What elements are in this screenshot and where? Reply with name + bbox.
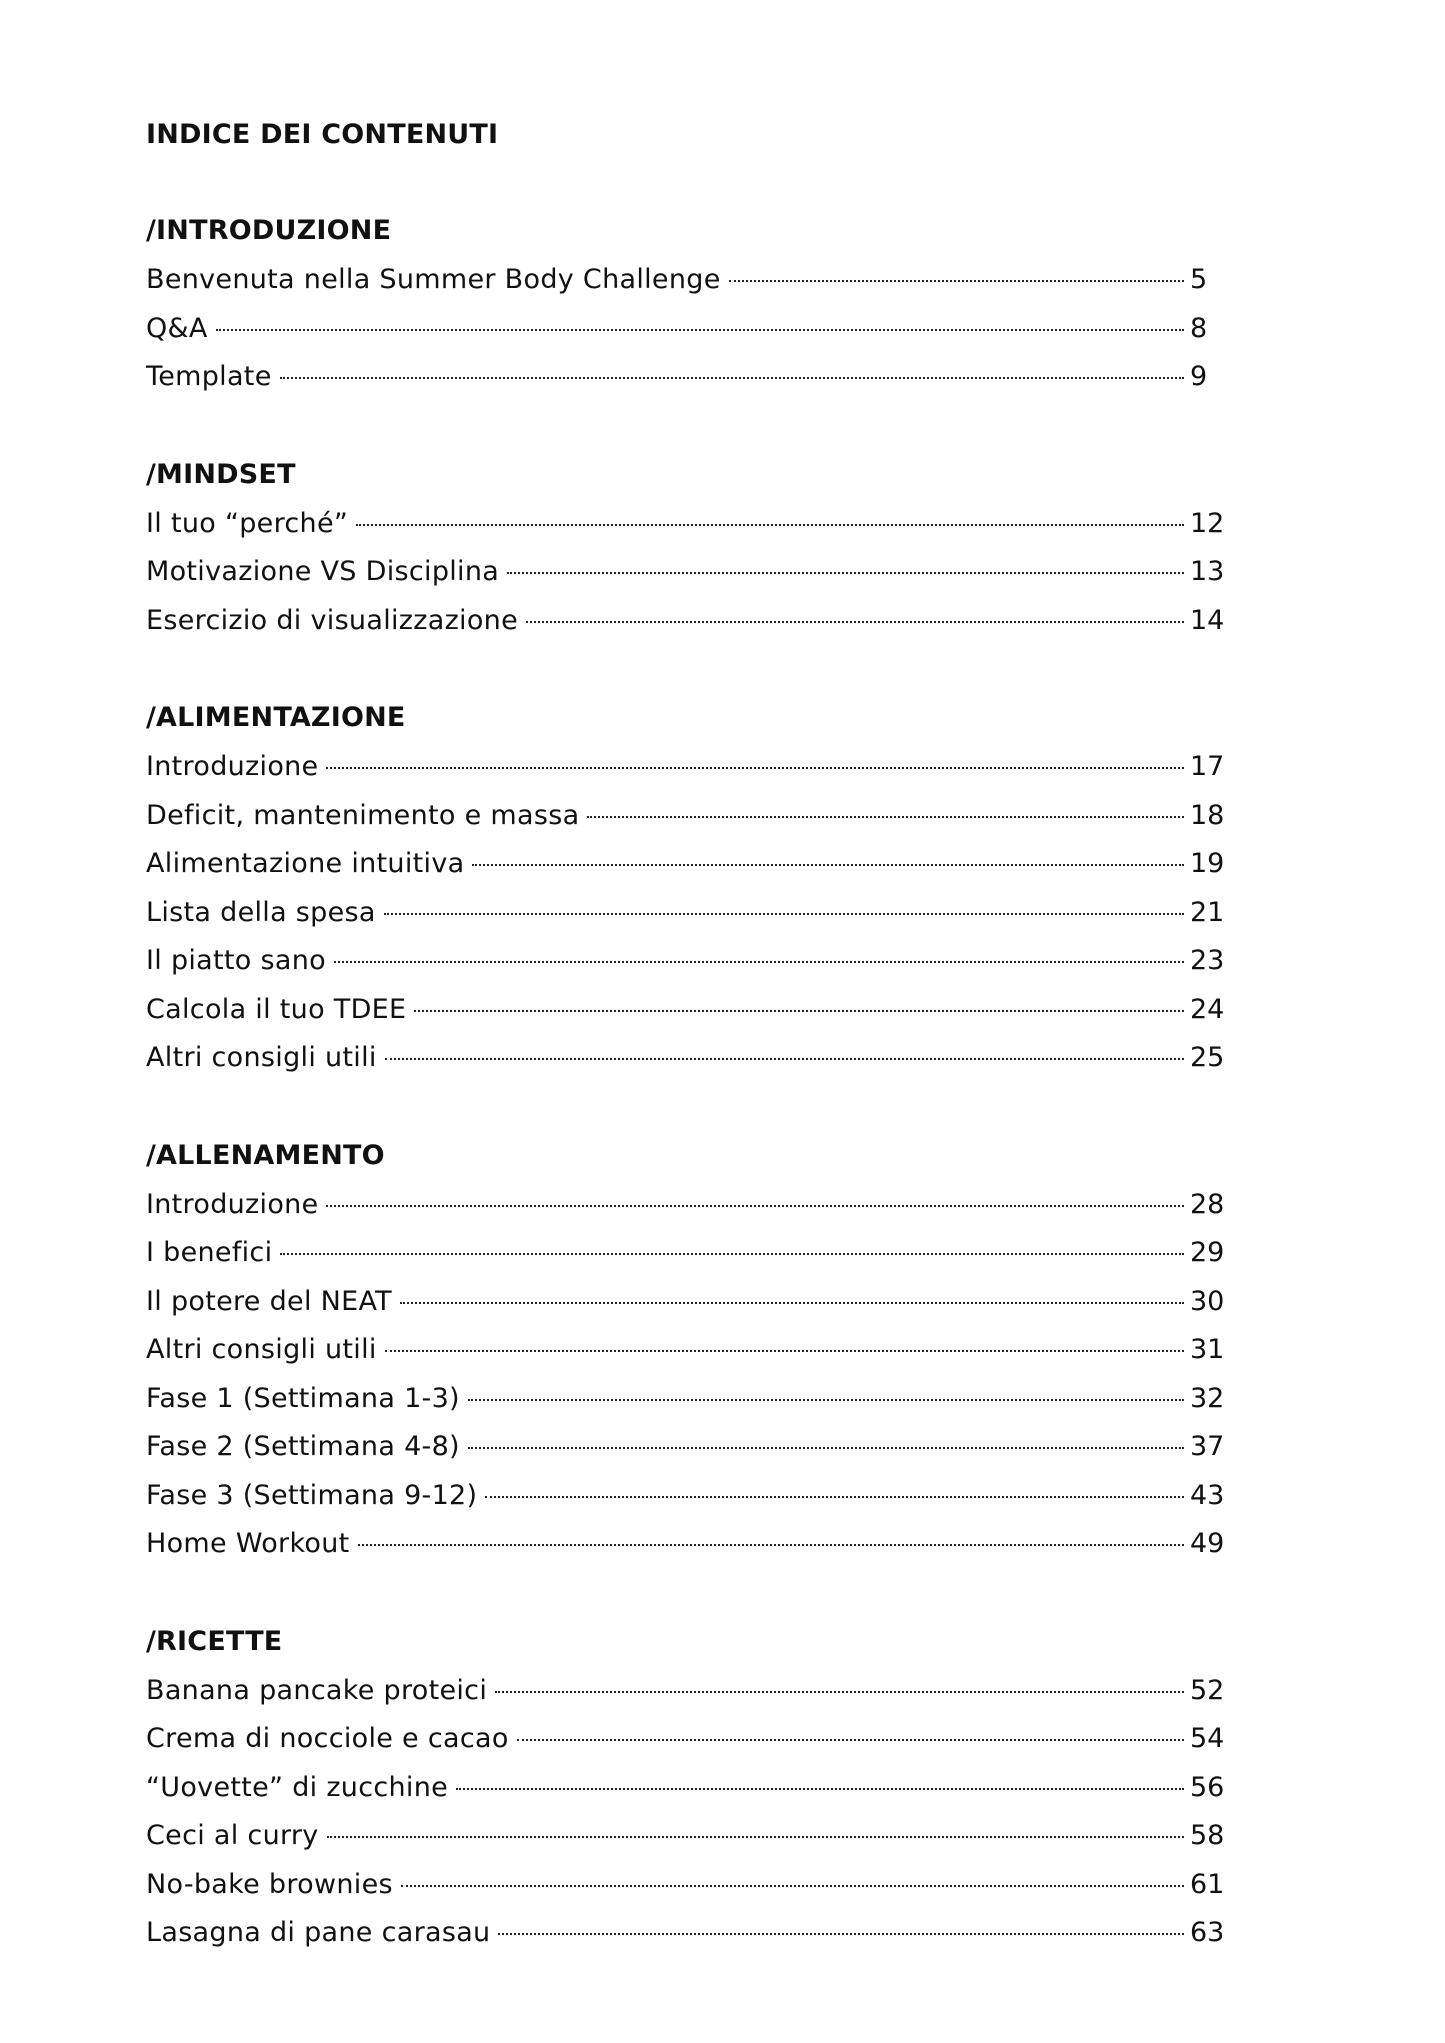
dot-leader [385, 1350, 1184, 1352]
toc-entry[interactable] [146, 743, 1226, 792]
dot-leader [280, 377, 1184, 379]
dot-leader [326, 767, 1184, 769]
toc-entry-page-number: 25 [1190, 1042, 1225, 1073]
toc-entry-label: Calcola il tuo TDEE [146, 993, 407, 1025]
toc-entry-label: Motivazione VS Disciplina [146, 556, 500, 587]
toc-entry[interactable] [146, 792, 1226, 841]
dot-leader [587, 816, 1184, 818]
toc-entry-page-number: 31 [1190, 1334, 1225, 1365]
toc-entry-page-number: 30 [1190, 1285, 1225, 1317]
toc-entry-page-number: 13 [1190, 556, 1225, 587]
toc-entry-page-number: 63 [1190, 1917, 1225, 1948]
toc-entry[interactable] [146, 1715, 1226, 1764]
toc-entry-page-number: 29 [1190, 1237, 1225, 1268]
toc-entry-label: Alimentazione intuitiva [146, 848, 465, 879]
dot-leader [358, 1544, 1184, 1546]
toc-entry-page-number: 52 [1190, 1674, 1225, 1706]
toc-entry[interactable] [146, 1764, 1226, 1813]
toc-entry-label: Template [146, 361, 272, 392]
toc-entry-page-number: 54 [1190, 1723, 1225, 1754]
toc-entry-page-number: 23 [1190, 945, 1225, 976]
toc-entry-page-number: 32 [1190, 1382, 1225, 1414]
toc-entry-page-number: 9 [1190, 361, 1208, 392]
toc-entry-page-number: 43 [1190, 1479, 1225, 1511]
dot-leader [456, 1788, 1184, 1790]
toc-entry-label: Il piatto sano [146, 945, 326, 976]
toc-entry-page-number: 12 [1190, 507, 1225, 539]
toc-entry-page-number: 18 [1190, 799, 1225, 831]
toc-entry[interactable] [146, 597, 1226, 646]
toc-entry-label: Q&A [146, 312, 208, 344]
section-title: /ALLENAMENTO [146, 1139, 385, 1171]
toc-entry-label: Lista della spesa [146, 896, 376, 928]
toc-entry-label: Crema di nocciole e cacao [146, 1723, 509, 1754]
page-title: INDICE DEI CONTENUTI [146, 119, 499, 150]
toc-entry[interactable] [146, 1034, 1226, 1083]
toc-entry-label: Altri consigli utili [146, 1042, 377, 1073]
toc-entry-label: No-bake brownies [146, 1868, 393, 1900]
toc-entry[interactable] [146, 1326, 1226, 1375]
toc-entry[interactable] [146, 1520, 1226, 1569]
section-title: /MINDSET [146, 458, 296, 490]
toc-entry-label: Banana pancake proteici [146, 1674, 488, 1706]
toc-entry-label: Esercizio di visualizzazione [146, 604, 519, 636]
dot-leader [526, 621, 1184, 623]
toc-entry[interactable] [146, 1278, 1226, 1327]
toc-entry-label: Fase 3 (Settimana 9-12) [146, 1479, 478, 1511]
toc-section [146, 695, 1236, 1083]
dot-leader [507, 572, 1184, 574]
dot-leader [468, 1447, 1184, 1449]
toc-entry-label: Il tuo “perché” [146, 507, 349, 539]
toc-entry[interactable] [146, 1423, 1226, 1472]
toc-entry[interactable] [146, 937, 1226, 986]
toc-entry-label: I benefici [146, 1237, 273, 1268]
toc-entry[interactable] [146, 500, 1226, 549]
toc-entry[interactable] [146, 256, 1226, 305]
toc-entry-label: Il potere del NEAT [146, 1285, 392, 1317]
dot-leader [216, 329, 1184, 331]
toc-entry-page-number: 19 [1190, 848, 1225, 879]
toc-section [146, 1133, 1236, 1569]
toc-entry[interactable] [146, 986, 1226, 1035]
toc-entry-label: Benvenuta nella Summer Body Challenge [146, 264, 721, 295]
dot-leader [485, 1496, 1184, 1498]
toc-section [146, 452, 1236, 646]
toc-entry-label: “Uovette” di zucchine [146, 1771, 449, 1803]
dot-leader [356, 524, 1184, 526]
toc-entry-page-number: 58 [1190, 1820, 1225, 1851]
toc-entry[interactable] [146, 1229, 1226, 1278]
toc-entry-page-number: 8 [1190, 312, 1208, 344]
toc-entry-page-number: 5 [1190, 264, 1208, 295]
toc-entry-page-number: 28 [1190, 1188, 1225, 1220]
toc-section [146, 1619, 1236, 1958]
toc-entry-page-number: 21 [1190, 896, 1225, 928]
toc-entry[interactable] [146, 1181, 1226, 1230]
toc-entry[interactable] [146, 1909, 1226, 1958]
toc-entry[interactable] [146, 548, 1226, 597]
toc-entry-page-number: 56 [1190, 1771, 1225, 1803]
dot-leader [472, 864, 1184, 866]
toc-entry-label: Deficit, mantenimento e massa [146, 799, 580, 831]
dot-leader [517, 1739, 1184, 1741]
dot-leader [384, 913, 1184, 915]
dot-leader [327, 1836, 1184, 1838]
toc-entry[interactable] [146, 1861, 1226, 1910]
dot-leader [334, 961, 1184, 963]
dot-leader [498, 1933, 1184, 1935]
toc-entry-page-number: 37 [1190, 1431, 1225, 1462]
toc-entry-label: Fase 1 (Settimana 1-3) [146, 1382, 460, 1414]
toc-sections [146, 208, 1236, 1958]
dot-leader [729, 280, 1184, 282]
table-of-contents [146, 112, 1236, 1958]
toc-entry-page-number: 61 [1190, 1868, 1225, 1900]
dot-leader [326, 1205, 1184, 1207]
dot-leader [414, 1010, 1184, 1012]
toc-entry[interactable] [146, 889, 1226, 938]
section-title: /INTRODUZIONE [146, 215, 392, 246]
toc-entry[interactable] [146, 305, 1226, 354]
toc-entry-label: Altri consigli utili [146, 1334, 377, 1365]
toc-entry-label: Lasagna di pane carasau [146, 1917, 491, 1948]
toc-entry[interactable] [146, 1375, 1226, 1424]
section-title: /ALIMENTAZIONE [146, 702, 406, 733]
toc-entry-label: Introduzione [146, 1188, 319, 1220]
dot-leader [400, 1302, 1184, 1304]
toc-entry[interactable] [146, 1472, 1226, 1521]
toc-section [146, 208, 1236, 402]
toc-entry[interactable] [146, 840, 1226, 889]
dot-leader [280, 1253, 1184, 1255]
toc-entry[interactable] [146, 1812, 1226, 1861]
toc-entry[interactable] [146, 353, 1226, 402]
dot-leader [495, 1691, 1184, 1693]
toc-entry-label: Fase 2 (Settimana 4-8) [146, 1431, 460, 1462]
section-title: /RICETTE [146, 1625, 283, 1657]
dot-leader [401, 1885, 1184, 1887]
dot-leader [468, 1399, 1184, 1401]
toc-entry-label: Home Workout [146, 1528, 350, 1559]
toc-entry-label: Introduzione [146, 751, 319, 782]
toc-entry-label: Ceci al curry [146, 1820, 319, 1851]
toc-entry-page-number: 17 [1190, 751, 1225, 782]
dot-leader [385, 1058, 1184, 1060]
toc-entry[interactable] [146, 1667, 1226, 1716]
toc-entry-page-number: 14 [1190, 604, 1225, 636]
toc-entry-page-number: 24 [1190, 993, 1225, 1025]
toc-entry-page-number: 49 [1190, 1528, 1225, 1559]
